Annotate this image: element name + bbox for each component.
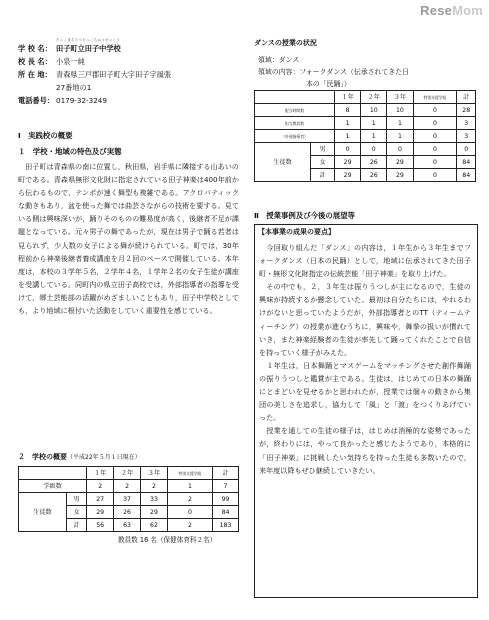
table-row: 女 29 26 29 0 84 [255,156,476,169]
table-row: 生徒数 男 27 37 33 2 99 [19,493,239,506]
table-row: 担当教員数 1 1 1 0 3 [255,117,476,130]
results-box-text [259,241,471,477]
dance-status-table [254,90,476,182]
dance-status-details [258,54,478,90]
table-row: 配当時間数 8 10 10 0 28 [255,104,476,117]
address-line1: 青森県三戸郡田子町大字田子字風張 [56,70,172,79]
table-row: 学級数 2 2 2 1 7 [19,480,239,493]
section1-subheading: １ 学校・地域の特色及び実態 [18,147,122,156]
table-row: 生徒数 男 0 0 0 0 0 [255,143,476,156]
teacher-count-note: 教員数 16 名（保健体育科２名） [118,536,217,544]
dance-content-line2: 本の「民踊」） [306,80,351,88]
principal-label: 校 長 名： [18,57,52,66]
resemom-logo: ReseMom [420,3,483,18]
section1-paragraph: 田子町は青森県の南に位置し，秋田県，岩手県に隣接する山あいの町である。青森県無形文化財に指定されている田子神楽は400年前から伝わるもので，テンポが速く舞型も複雑である。アクロバティックな動きもあり，盆を使った舞では曲芸さながらの技術を要する。見ている側は興味深いが，踊りそのものの難易度が高く，後継者不足が課題となっている。元々男子の舞であったが，現在は男子で踊る若者は見られず，少人数の女子による舞が続けられている。町では，30年程前から神楽後継者養成講座を月２回のペースで開催している。本年度は，本校の３学年５名，２学年４名，１学年２名の女子生徒が講座を受講している。同町内の県立田子高校では，外部指導者の指導を受けて，郷土芸能部の活躍がめざましいこともあり，田子中学校としても，より地域に根付いた活動をしていく重要性を感じている。 [18,162,239,316]
table-row: （外部指導者） 1 1 1 0 3 [255,130,476,143]
school-name-label: 学 校 名： [18,44,52,53]
school-overview-table [18,466,239,532]
table-row: 計 56 63 62 2 183 [19,519,239,532]
school-name-value: 田子町立田子中学校 [56,44,121,53]
result-paragraph: １年生は，日本舞踊とマスゲームをマッチングさせた創作舞踊の振りうつしと鑑賞が主である。生徒は，はじめての日本の舞踊にとまどいを見せるかと思われたが，授業では個々の動きから集団の美しさを追求し，協力して「風」と「渡」をつくりあげていった。 [259,360,471,423]
school-overview-heading: ２ 学校の概要（平成22年５月１日現在） [18,453,141,461]
dance-field-line: 領域：ダンス [258,56,300,64]
address-line2: 27番地の1 [56,83,92,92]
result-paragraph: 授業を通しての生徒の様子は，はじめは消極的な姿勢であったが，終わりには，やって良かったと感じたようであり，本格的に「田子神楽」に挑戦したい気持ちを持った生徒も多数いたので，来年度以降もぜひ継続していきたい。 [259,426,471,475]
address-label: 所 在 地： [18,70,52,79]
dance-status-heading: ダンスの授業の状況 [254,39,317,47]
principal-value: 小泉一純 [56,57,85,66]
results-box-title: 【本事業の成果の要点】 [258,228,335,236]
section1-heading: Ⅰ 実践校の概要 [18,131,73,140]
school-info [18,38,238,107]
table-header-row: １年 ２年 ３年 特別支援学級 計 [255,91,476,104]
results-box [254,224,478,598]
result-paragraph: その中でも，２，３年生は振りうつしが主になるので，生徒の興味が持続するか懸念していた。最初は自分たちには，やれるわけがないと思っていたようだが，外部指導者とのTT（ティームティーチング）の授業が進むうちに，興味や，舞拳の扱いが慣れていき，また神楽経験者の生徒が率先して踊ってくれたことで自信を持っていく様子がみえた。 [259,282,471,357]
school-name-ruby: たっこまちりつたっこちゅうがっこう [56,38,121,42]
table-row: 計 29 26 29 0 84 [255,169,476,182]
phone-label: 電話番号： [18,96,54,105]
table-row: 女 29 26 29 0 84 [19,506,239,519]
dance-content-line1: 領域の内容：フォークダンス（伝承されてきた日 [258,68,409,76]
phone-value: 0179-32-3249 [56,96,107,105]
section2-heading: Ⅱ 授業事例及び今後の展望等 [254,211,355,220]
result-paragraph: 今回取り組んだ「ダンス」の内容は，１年生から３年生までフォークダンス（日本の民踊）として，地域に伝承されてきた田子町・無形文化財指定の伝統芸能「田子神楽」を取り上げた。 [259,243,471,279]
table-header-row: １年 ２年 ３年 特別支援学級 計 [19,467,239,480]
